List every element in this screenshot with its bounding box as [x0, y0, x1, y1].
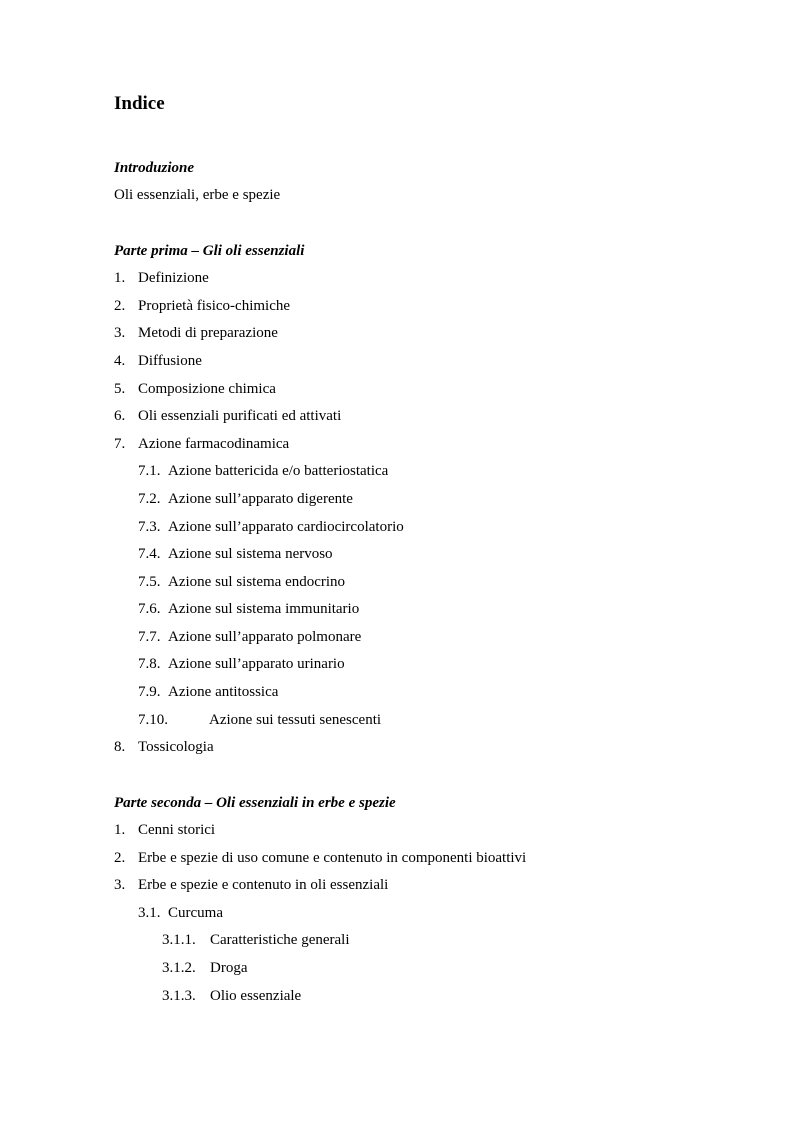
- toc-entry-text: Oli essenziali purificati ed attivati: [138, 408, 342, 424]
- section-heading: Parte seconda – Oli essenziali in erbe e spezie: [114, 795, 396, 811]
- toc-entry-text: Azione sul sistema immunitario: [168, 601, 360, 617]
- toc-title: Indice: [114, 93, 165, 114]
- toc-entry-text: Curcuma: [168, 905, 223, 921]
- toc-entry-number: 3.: [114, 877, 126, 893]
- toc-entry-text: Composizione chimica: [138, 381, 276, 397]
- toc-entry-number: 7.9.: [138, 684, 161, 700]
- toc-entry-number: 7.3.: [138, 519, 161, 535]
- section-heading: Parte prima – Gli oli essenziali: [114, 243, 305, 259]
- toc-entry-text: Azione antitossica: [168, 684, 279, 700]
- toc-entry-text: Erbe e spezie e contenuto in oli essenziali: [138, 877, 389, 893]
- toc-entry-text: Definizione: [138, 270, 209, 286]
- toc-entry-text: Tossicologia: [138, 739, 214, 755]
- toc-entry-number: 7.6.: [138, 601, 161, 617]
- toc-entry-number: 8.: [114, 739, 126, 755]
- toc-entry-number: 3.1.1.: [162, 932, 196, 948]
- toc-entry-text: Azione sull’apparato cardiocircolatorio: [168, 519, 404, 535]
- toc-entry-number: 7.7.: [138, 629, 161, 645]
- toc-entry-number: 6.: [114, 408, 126, 424]
- toc-entry-number: 1.: [114, 270, 126, 286]
- toc-entry-text: Droga: [210, 960, 248, 976]
- toc-entry-number: 7.8.: [138, 656, 161, 672]
- toc-entry-number: 5.: [114, 381, 126, 397]
- toc-entry-text: Erbe e spezie di uso comune e contenuto in componenti bioattivi: [138, 850, 527, 866]
- toc-entry-text: Azione sui tessuti senescenti: [209, 712, 382, 728]
- toc-entry-number: 4.: [114, 353, 126, 369]
- toc-entry-text: Olio essenziale: [210, 988, 302, 1004]
- toc-entry-text: Azione battericida e/o batteriostatica: [168, 463, 389, 479]
- toc-entry-text: Proprietà fisico-chimiche: [138, 298, 291, 314]
- toc-entry-number: 7.5.: [138, 574, 161, 590]
- toc-entry-text: Diffusione: [138, 353, 202, 369]
- section-heading: Introduzione: [114, 160, 195, 176]
- toc-entry-text: Azione sul sistema nervoso: [168, 546, 333, 562]
- toc-entry-text: Oli essenziali, erbe e spezie: [114, 187, 281, 203]
- toc-entry-number: 3.: [114, 325, 126, 341]
- toc-entry-number: 3.1.2.: [162, 960, 196, 976]
- toc-entry-number: 7.1.: [138, 463, 161, 479]
- toc-entry-number: 3.1.: [138, 905, 161, 921]
- toc-entry-text: Cenni storici: [138, 822, 216, 838]
- toc-entry-text: Caratteristiche generali: [210, 932, 350, 948]
- toc-entry-text: Azione sull’apparato polmonare: [168, 629, 362, 645]
- toc-entry-text: Azione sull’apparato urinario: [168, 656, 345, 672]
- toc-entry-number: 7.: [114, 436, 126, 452]
- toc-entry-number: 7.10.: [138, 712, 168, 728]
- toc-entry-text: Azione farmacodinamica: [138, 436, 290, 452]
- toc-entry-text: Azione sull’apparato digerente: [168, 491, 353, 507]
- toc-entry-text: Metodi di preparazione: [138, 325, 278, 341]
- toc-entry-text: Azione sul sistema endocrino: [168, 574, 346, 590]
- toc-entry-number: 1.: [114, 822, 126, 838]
- toc-entry-number: 7.2.: [138, 491, 161, 507]
- toc-entry-number: 2.: [114, 298, 126, 314]
- toc-entry-number: 3.1.3.: [162, 988, 196, 1004]
- toc-entry-number: 7.4.: [138, 546, 161, 562]
- toc-entry-number: 2.: [114, 850, 126, 866]
